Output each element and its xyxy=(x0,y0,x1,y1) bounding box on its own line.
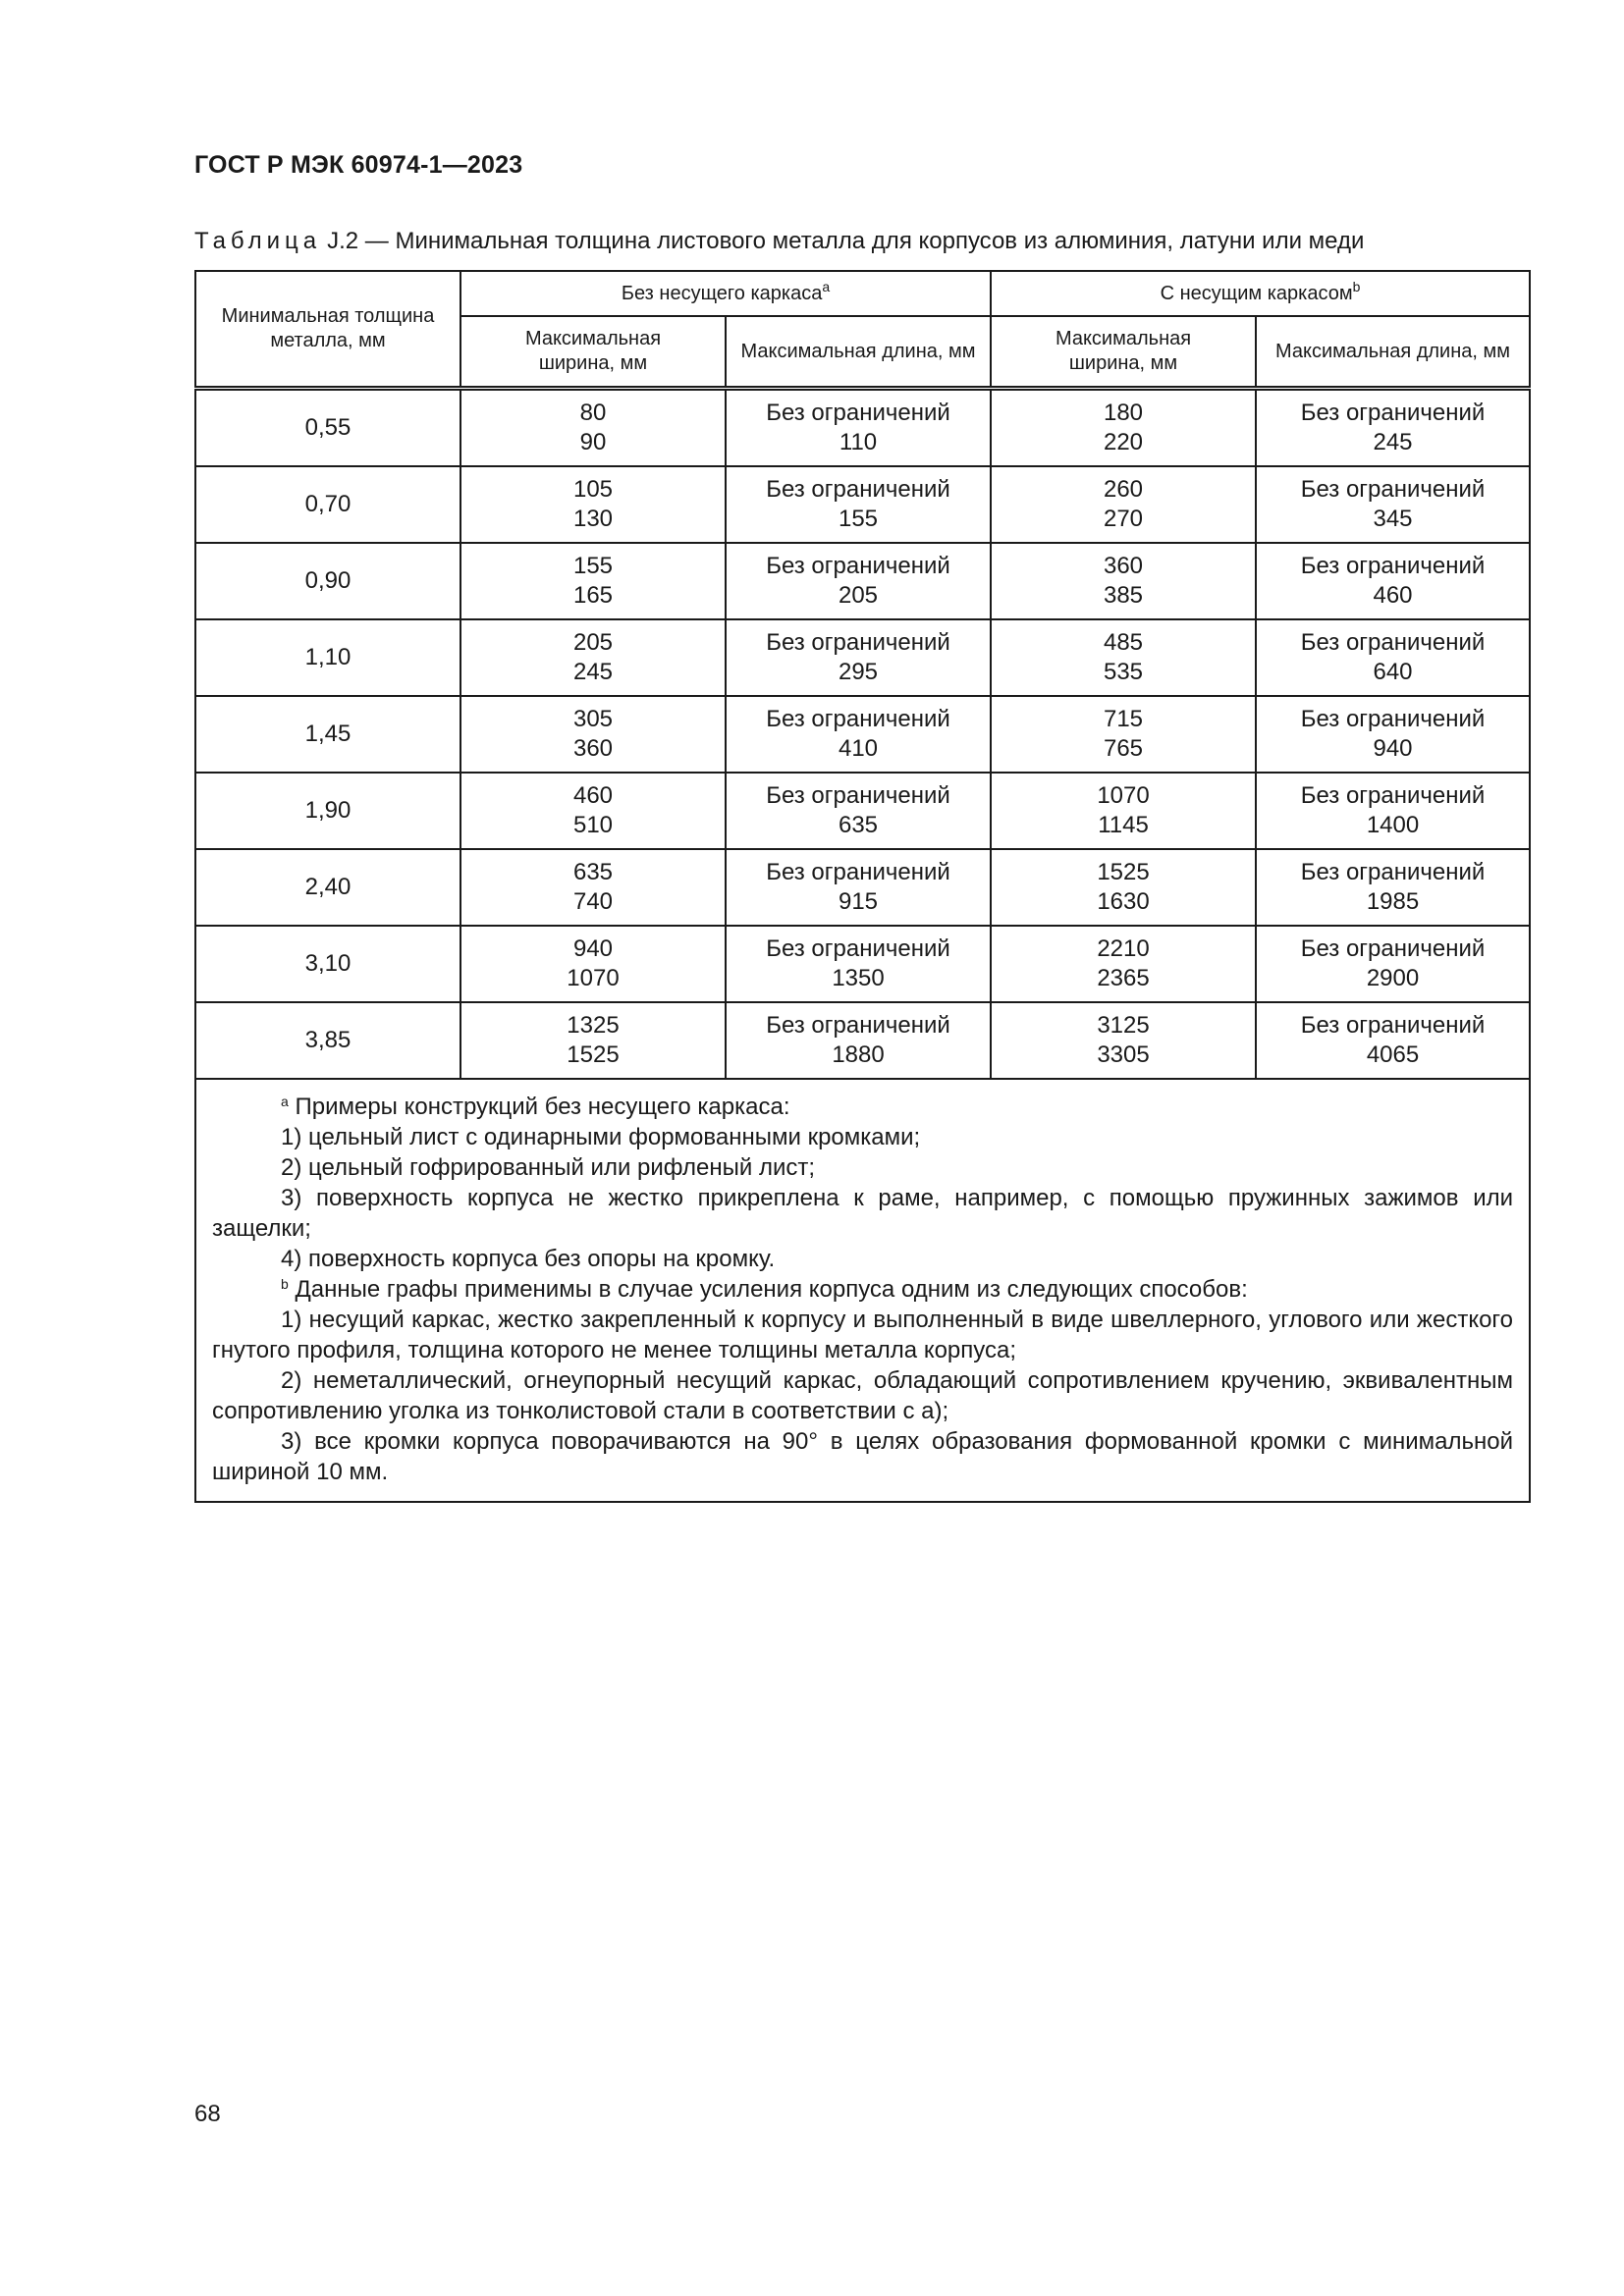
cell-line: Без ограничений xyxy=(1300,476,1486,503)
cell-line: 1985 xyxy=(1366,888,1420,915)
cell-line: 1070 xyxy=(567,965,620,991)
cell-line: Без ограничений xyxy=(766,476,950,503)
cell-line: 460 xyxy=(572,782,614,809)
cell-l2 xyxy=(1256,1002,1530,1079)
table-row xyxy=(195,619,1530,696)
cell-line: 765 xyxy=(1103,735,1144,762)
cell-l1 xyxy=(726,926,991,1002)
table-row xyxy=(195,1002,1530,1079)
note-text: 1) несущий каркас, жестко закрепленный к корпусу и выполненный в виде швеллерного, углового или жесткого гнутого профиля, толщина которого не менее толщины металла корпуса; xyxy=(212,1307,1514,1363)
cell-line: 1350 xyxy=(832,965,885,991)
note-mark: a xyxy=(281,1094,289,1109)
cell-thickness: 3,85 xyxy=(195,1002,460,1079)
note-paragraph xyxy=(212,1122,1513,1152)
cell-line: 2900 xyxy=(1366,965,1420,991)
note-paragraph xyxy=(212,1183,1513,1244)
footnote-mark-b: b xyxy=(1352,278,1361,294)
cell-l2 xyxy=(1256,849,1530,926)
cell-line: 1525 xyxy=(1097,859,1150,885)
cell-l2 xyxy=(1256,389,1530,467)
cell-l1 xyxy=(726,696,991,773)
table-row xyxy=(195,389,1530,467)
cell-thickness: 1,90 xyxy=(195,773,460,849)
cell-line: Без ограничений xyxy=(766,782,950,809)
cell-line: 205 xyxy=(572,629,614,656)
cell-line: 1325 xyxy=(567,1012,620,1039)
cell-w2 xyxy=(991,619,1256,696)
cell-thickness: 0,55 xyxy=(195,389,460,467)
cell-line: 80 xyxy=(579,400,607,426)
cell-line: 1525 xyxy=(567,1041,620,1068)
cell-line: Без ограничений xyxy=(1300,782,1486,809)
table-body xyxy=(195,389,1530,1080)
note-text: 2) цельный гофрированный или рифленый лист; xyxy=(281,1154,816,1181)
cell-w1 xyxy=(460,773,726,849)
cell-thickness: 0,90 xyxy=(195,543,460,619)
cell-line: 360 xyxy=(1103,553,1144,579)
footnote-mark-a: a xyxy=(822,278,831,294)
cell-line: Без ограничений xyxy=(1300,706,1486,732)
cell-w2 xyxy=(991,926,1256,1002)
cell-w2 xyxy=(991,696,1256,773)
cell-line: 2365 xyxy=(1097,965,1150,991)
cell-l2 xyxy=(1256,543,1530,619)
cell-line: 155 xyxy=(838,506,879,532)
cell-line: 130 xyxy=(572,506,614,532)
cell-line: 305 xyxy=(572,706,614,732)
cell-w2 xyxy=(991,466,1256,543)
note-text: 3) все кромки корпуса поворачиваются на 90° в целях образования формованной кромки с минимальной шириной 10 мм. xyxy=(212,1428,1514,1485)
cell-line: 635 xyxy=(572,859,614,885)
cell-line: 410 xyxy=(838,735,879,762)
table-notes xyxy=(195,1079,1530,1502)
header-thickness: Минимальная толщина металла, мм xyxy=(195,271,460,389)
note-paragraph xyxy=(212,1365,1513,1426)
note-text: Данные графы применимы в случае усиления корпуса одним из следующих способов: xyxy=(295,1276,1248,1303)
cell-thickness: 0,70 xyxy=(195,466,460,543)
table-row xyxy=(195,773,1530,849)
cell-line: 1145 xyxy=(1098,812,1149,838)
cell-l2 xyxy=(1256,926,1530,1002)
note-text: 1) цельный лист с одинарными формованными кромками; xyxy=(281,1124,921,1150)
header-max-length-1: Максимальная длина, мм xyxy=(726,316,991,389)
cell-thickness: 1,10 xyxy=(195,619,460,696)
cell-w2 xyxy=(991,389,1256,467)
table-row xyxy=(195,466,1530,543)
cell-line: 640 xyxy=(1373,659,1413,685)
cell-line: Без ограничений xyxy=(1300,400,1486,426)
note-text: 2) неметаллический, огнеупорный несущий каркас, обладающий сопротивлением кручению, эквивалентным сопротивлению уголка из тонколистовой стали в соответствии с а); xyxy=(212,1367,1514,1424)
note-paragraph xyxy=(212,1152,1513,1183)
note-text: 4) поверхность корпуса без опоры на кромку. xyxy=(281,1246,776,1272)
cell-line: 180 xyxy=(1103,400,1144,426)
cell-line: 940 xyxy=(572,935,614,962)
cell-l2 xyxy=(1256,619,1530,696)
cell-line: Без ограничений xyxy=(766,553,950,579)
table-row xyxy=(195,543,1530,619)
cell-w2 xyxy=(991,543,1256,619)
cell-line: 2210 xyxy=(1097,935,1150,962)
cell-l2 xyxy=(1256,696,1530,773)
cell-w2 xyxy=(991,849,1256,926)
cell-l1 xyxy=(726,773,991,849)
header-max-width-1: Максимальная ширина, мм xyxy=(460,316,726,389)
document-header: ГОСТ Р МЭК 60974-1—2023 xyxy=(194,151,523,179)
cell-line: 205 xyxy=(838,582,879,609)
thickness-table xyxy=(194,270,1531,1503)
cell-line: 245 xyxy=(572,659,614,685)
cell-thickness: 1,45 xyxy=(195,696,460,773)
table-caption xyxy=(194,228,1530,255)
cell-line: 635 xyxy=(838,812,879,838)
cell-line: 90 xyxy=(579,429,607,455)
page-number: 68 xyxy=(194,2101,221,2127)
caption-text: J.2 — Минимальная толщина листового металла для корпусов из алюминия, латуни или меди xyxy=(327,228,1365,254)
note-paragraph xyxy=(212,1092,1513,1122)
cell-l2 xyxy=(1256,773,1530,849)
cell-w2 xyxy=(991,1002,1256,1079)
cell-line: 485 xyxy=(1103,629,1144,656)
header-group-without-frame: Без несущего каркаса$^a$ xyxy=(460,271,991,316)
cell-w1 xyxy=(460,466,726,543)
header-max-width-2: Максимальная ширина, мм xyxy=(991,316,1256,389)
cell-l1 xyxy=(726,619,991,696)
cell-line: 105 xyxy=(572,476,614,503)
cell-line: 385 xyxy=(1103,582,1144,609)
note-paragraph xyxy=(212,1274,1513,1305)
cell-line: 270 xyxy=(1103,506,1144,532)
cell-w1 xyxy=(460,849,726,926)
cell-line: Без ограничений xyxy=(1300,1012,1486,1039)
cell-l1 xyxy=(726,389,991,467)
cell-line: 460 xyxy=(1373,582,1413,609)
cell-line: Без ограничений xyxy=(1300,859,1486,885)
cell-l1 xyxy=(726,466,991,543)
cell-line: 1400 xyxy=(1366,812,1420,838)
cell-line: 1880 xyxy=(832,1041,885,1068)
cell-line: Без ограничений xyxy=(766,706,950,732)
cell-line: 940 xyxy=(1373,735,1413,762)
cell-line: 4065 xyxy=(1366,1041,1420,1068)
cell-line: 915 xyxy=(838,888,879,915)
cell-l1 xyxy=(726,849,991,926)
cell-w1 xyxy=(460,926,726,1002)
cell-line: 110 xyxy=(839,429,878,455)
note-paragraph xyxy=(212,1244,1513,1274)
cell-line: 260 xyxy=(1103,476,1144,503)
cell-thickness: 3,10 xyxy=(195,926,460,1002)
cell-line: Без ограничений xyxy=(766,1012,950,1039)
note-paragraph xyxy=(212,1426,1513,1487)
cell-line: Без ограничений xyxy=(1300,553,1486,579)
cell-line: 360 xyxy=(572,735,614,762)
cell-w1 xyxy=(460,543,726,619)
note-paragraph xyxy=(212,1305,1513,1365)
cell-line: 1630 xyxy=(1097,888,1150,915)
cell-w1 xyxy=(460,619,726,696)
cell-line: 220 xyxy=(1103,429,1144,455)
cell-line: Без ограничений xyxy=(766,935,950,962)
cell-w1 xyxy=(460,1002,726,1079)
cell-l1 xyxy=(726,1002,991,1079)
cell-line: 1070 xyxy=(1097,782,1150,809)
cell-line: Без ограничений xyxy=(766,859,950,885)
header-group-with-frame: С несущим каркасом$^b$ xyxy=(991,271,1530,316)
note-text: 3) поверхность корпуса не жестко прикреплена к раме, например, с помощью пружинных зажимов или защелки; xyxy=(212,1185,1514,1242)
note-mark: b xyxy=(281,1276,289,1292)
note-text: Примеры конструкций без несущего каркаса: xyxy=(295,1094,790,1120)
cell-line: 715 xyxy=(1103,706,1144,732)
caption-label: Таблица xyxy=(194,228,322,254)
header-max-length-2: Максимальная длина, мм xyxy=(1256,316,1530,389)
table-row xyxy=(195,696,1530,773)
cell-line: 3125 xyxy=(1097,1012,1150,1039)
cell-line: 535 xyxy=(1103,659,1144,685)
cell-line: 245 xyxy=(1373,429,1413,455)
cell-line: Без ограничений xyxy=(766,400,950,426)
cell-line: Без ограничений xyxy=(1300,935,1486,962)
cell-line: 155 xyxy=(572,553,614,579)
cell-w1 xyxy=(460,696,726,773)
cell-line: 295 xyxy=(838,659,879,685)
cell-line: 510 xyxy=(572,812,614,838)
cell-w2 xyxy=(991,773,1256,849)
cell-line: 740 xyxy=(572,888,614,915)
cell-line: 3305 xyxy=(1097,1041,1150,1068)
table-row xyxy=(195,926,1530,1002)
table-row xyxy=(195,849,1530,926)
cell-line: 165 xyxy=(572,582,614,609)
cell-l2 xyxy=(1256,466,1530,543)
cell-thickness: 2,40 xyxy=(195,849,460,926)
cell-line: Без ограничений xyxy=(1300,629,1486,656)
cell-line: Без ограничений xyxy=(766,629,950,656)
cell-line: 345 xyxy=(1373,506,1413,532)
cell-w1 xyxy=(460,389,726,467)
cell-l1 xyxy=(726,543,991,619)
